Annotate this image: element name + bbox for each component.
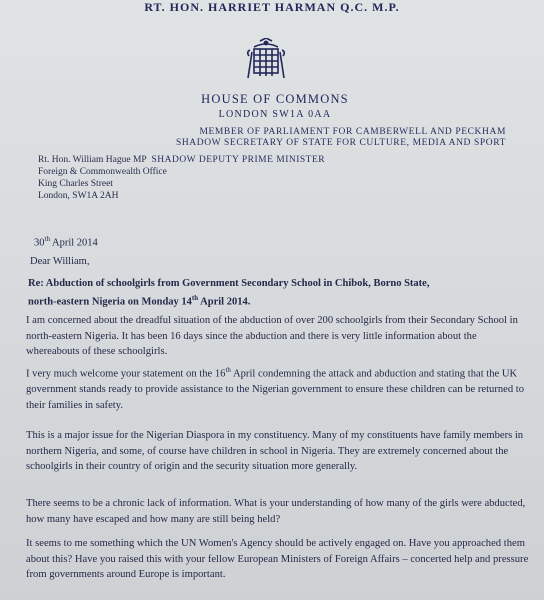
paragraph-2: I very much welcome your statement on the 16th April condemning the attack and abduction and stating that the UK government stands ready to provide assistance to the Nigerian government to ensure these children can be returned to their families in safety.: [26, 366, 525, 411]
recipient-address: [38, 154, 325, 202]
house-of-commons-heading: HOUSE OF COMMONS: [201, 92, 349, 106]
member-roles: [176, 127, 506, 149]
portcullis-icon: [246, 38, 286, 82]
recipient-office: Foreign & Commonwealth Office: [38, 167, 167, 177]
recipient-street: King Charles Street: [38, 179, 113, 189]
letter-date: 30th April 2014: [34, 235, 98, 249]
member-line-shadow-culture: SHADOW SECRETARY OF STATE FOR CULTURE, MEDIA AND SPORT: [175, 138, 506, 148]
house-address: LONDON SW1A 0AA: [218, 109, 332, 120]
recipient-city: London, SW1A 2AH: [38, 191, 119, 201]
paragraph-3: This is a major issue for the Nigerian Diaspora in my constituency. Many of my constituents have family members in northern Nigeria, and some, of course have children in school in Nigeria. They are extremely concerned about the schoolgirls in their country of origin and the security situation more generally.: [26, 430, 524, 472]
letterhead-name: RT. HON. HARRIET HARMAN Q.C. M.P.: [144, 0, 400, 14]
paragraph-5: It seems to me something which the UN Women's Agency should be actively engaged on. Have you approached them about this? Have you raised this with your fellow European Ministers of Foreign Affairs – concerted help and pressure from governments around Europe is important.: [26, 538, 529, 580]
member-line-constituency: MEMBER OF PARLIAMENT FOR CAMBERWELL AND PECKHAM: [199, 127, 506, 137]
paragraph-1: I am concerned about the dreadful situation of the abduction of over 200 schoolgirls from their Secondary School in north-eastern Nigeria. It has been 16 days since the abduction and there is very little information about the whereabouts of these schoolgirls.: [26, 315, 518, 357]
paragraph-4: There seems to be a chronic lack of information. What is your understanding of how many of the girls were abducted, how many have escaped and how many are still being held?: [26, 498, 526, 525]
subject-line: Re: Abduction of schoolgirls from Government Secondary School in Chibok, Borno State, north-eastern Nigeria on Monday 14th April 2014.: [28, 278, 430, 308]
member-line-deputy-pm: SHADOW DEPUTY PRIME MINISTER: [151, 155, 326, 165]
salutation: Dear William,: [30, 256, 90, 267]
recipient-name-line: [38, 154, 325, 166]
recipient-name: Rt. Hon. William Hague MP: [38, 155, 147, 165]
